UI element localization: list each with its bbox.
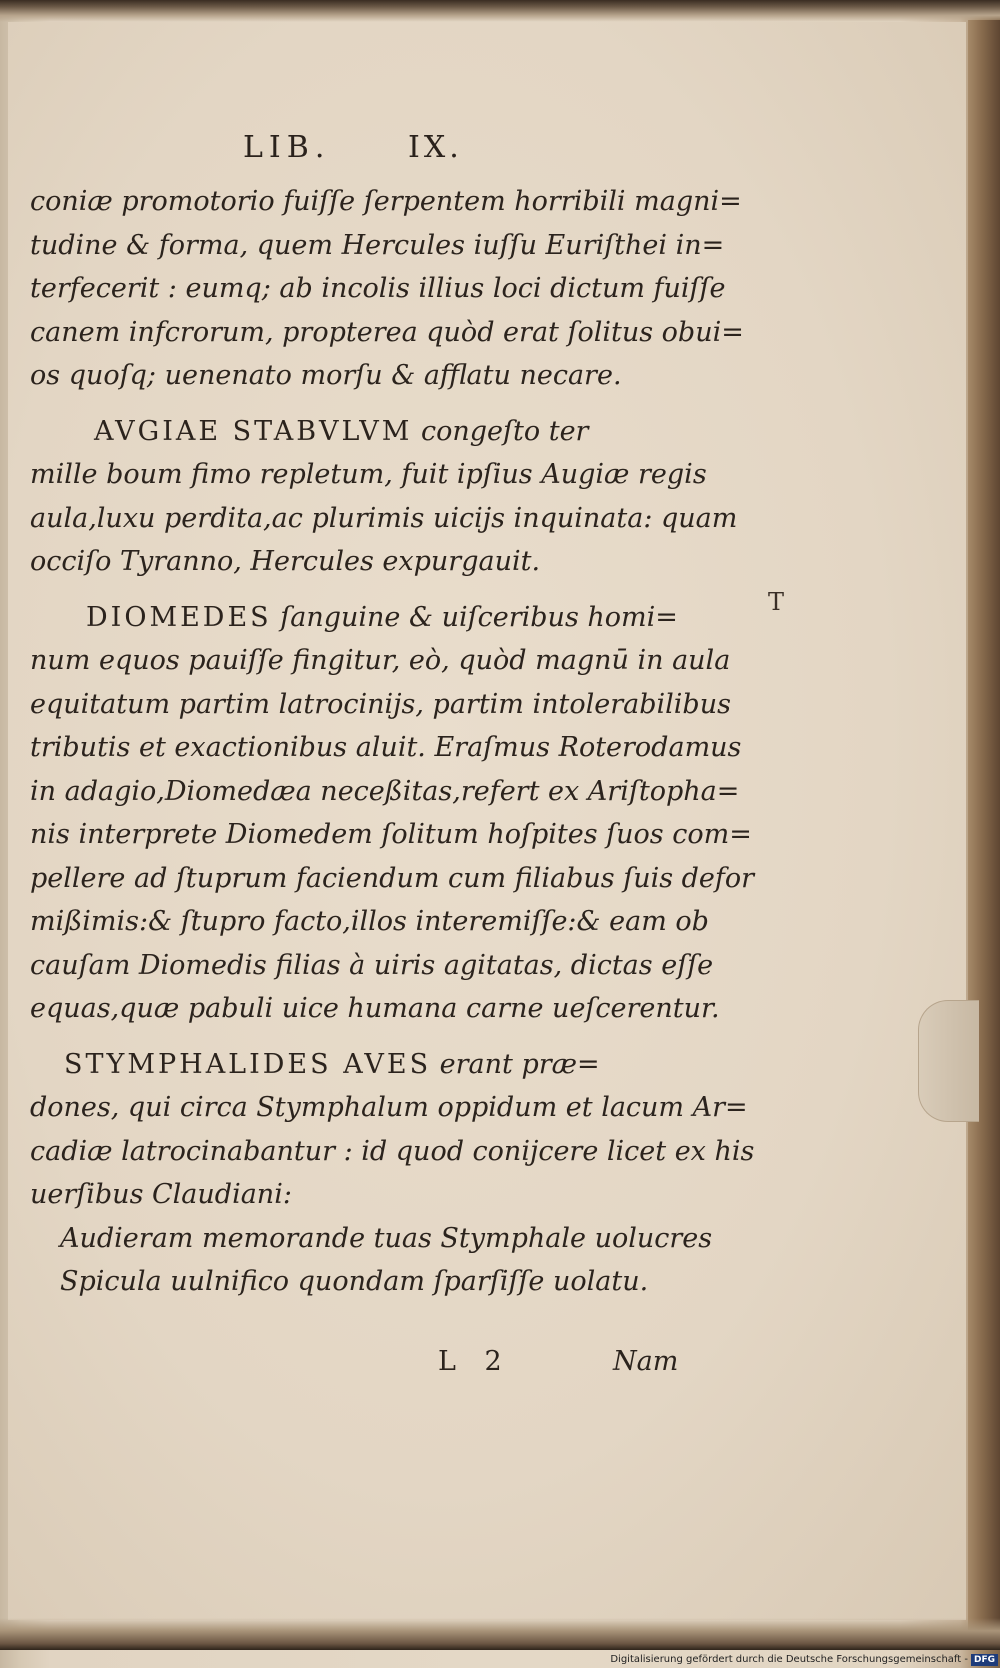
paragraph-cerberus [30,180,744,398]
dfg-logo: DFG [971,1654,998,1666]
catchword: Nam [613,1346,679,1377]
lead-caps: DIOMEDES [86,601,272,633]
text-line: equas,quæ pabuli uice humana carne ueſcerentur. [30,993,720,1024]
text-line: tributis et exactionibus aluit. Eraſmus Roterodamus [30,732,742,763]
text-line: tudine & forma, quem Hercules iuſſu Euriſthei in= [30,229,725,261]
text-run: congeſto ter [412,415,589,447]
text-line: mißimis:& ſtupro facto,illos interemiſſe:& eam ob [30,906,709,937]
credit-text: Digitalisierung gefördert durch die Deutsche Forschungsgemeinschaft - [610,1654,968,1665]
header-lib: LIB. [243,130,331,165]
margin-mark: T [768,588,785,616]
header-book-number: IX. [408,130,463,165]
verse-line: Audieram memorande tuas Stymphale uolucres [60,1222,713,1254]
text-line: canem infcrorum, propterea quòd erat ſolitus obui= [30,316,744,348]
page-footer [8,1346,966,1386]
digitization-credit [560,1652,998,1668]
text-line: dones, qui circa Stymphalum oppidum et lacum Ar= [30,1092,748,1123]
text-line: cadiæ latrocinabantur : id quod conijcere licet ex his [30,1135,755,1167]
verse-quotation [30,1217,730,1304]
text-line: uerſibus Claudiani: [30,1179,292,1210]
text-line [30,410,730,454]
paragraph-stymphalides [30,1043,755,1217]
lead-caps: STYMPHALIDES AVES [64,1048,432,1080]
text-line: coniæ promotorio fuiſſe ſerpentem horribili magni= [30,186,742,217]
clasp-shape [918,1000,979,1122]
lead-caps: AVGIAE STABVLVM [94,415,413,447]
text-line: cauſam Diomedis filias à uiris agitatas, dictas eſſe [30,949,714,981]
text-line: terfecerit : eumq; ab incolis illius loci dictum fuiſſe [30,273,726,304]
running-header [8,130,966,170]
text-line: mille boum fimo repletum, fuit ipſius Augiæ regis [30,459,707,490]
paragraph-diomedes [30,596,755,1031]
text-line: equitatum partim latrocinijs, partim intolerabilibus [30,688,731,720]
book-cover-edge [968,20,1000,1640]
text-line [30,1043,730,1087]
text-line: aula,luxu perdita,ac plurimis uicijs inquinata: quam [30,502,738,534]
book-bottom-edge [0,1618,1000,1650]
verse-line: Spicula uulnifico quondam ſparſiſſe uolatu. [60,1266,649,1297]
book-page [8,22,966,1620]
text-line: os quoſq; uenenato morſu & afflatu necare. [30,360,622,391]
text-line: occiſo Tyranno, Hercules expurgauit. [30,546,541,577]
text-line: num equos pauiſſe fingitur, eò, quòd magnū in aula [30,645,731,676]
text-line: in adagio,Diomedæa neceßitas,refert ex Ariſtopha= [30,775,740,807]
page-body [30,180,755,1304]
text-line: pellere ad ſtuprum faciendum cum filiabus ſuis defor [30,862,755,894]
book-top-edge [0,0,1000,22]
text-line [30,596,730,640]
paragraph-augiae [30,410,738,584]
text-run: ſanguine & uiſceribus homi= [271,601,678,633]
text-run: erant præ= [431,1048,600,1080]
text-line: nis interprete Diomedem ſolitum hoſpites ſuos com= [30,819,752,850]
signature-mark: L 2 [438,1346,512,1377]
